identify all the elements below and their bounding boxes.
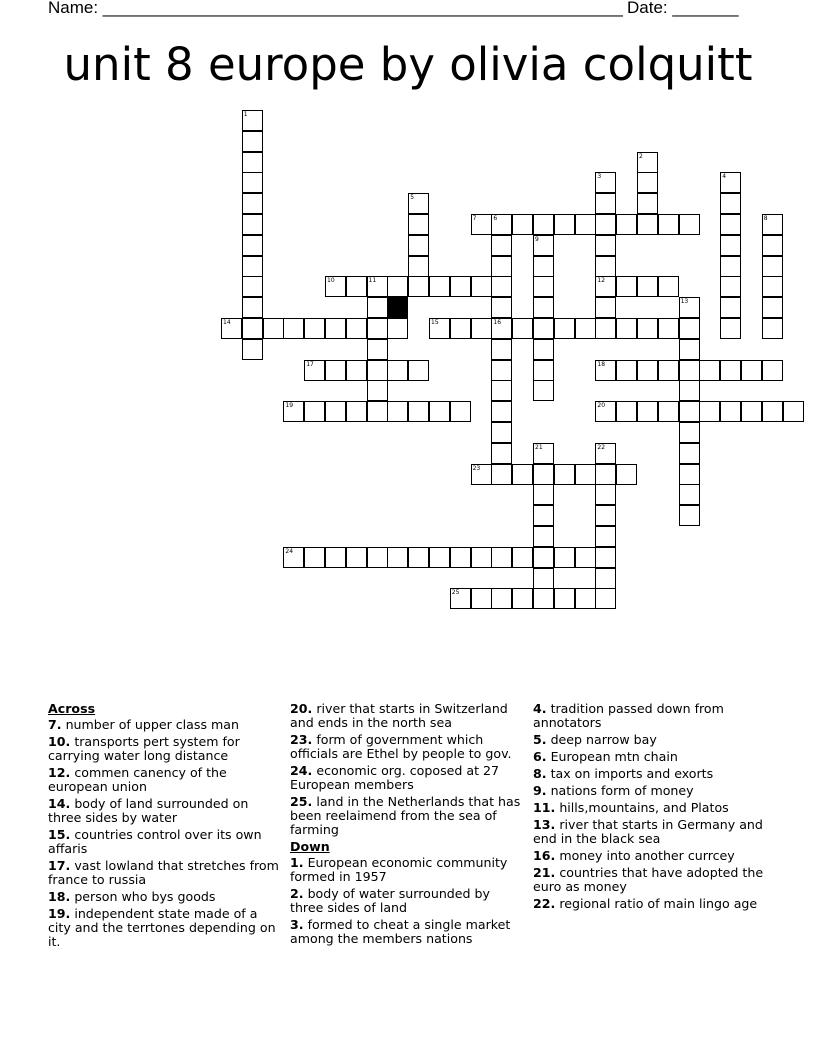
clue-text: independent state made of a city and the terrtones depending on it. [48, 906, 276, 949]
clue-item [48, 890, 282, 904]
cell-number: 22 [597, 443, 606, 451]
grid-cell[interactable] [595, 547, 616, 568]
clue-number: 11. [533, 800, 556, 815]
clue-text: money into another currcey [555, 848, 735, 863]
clue-number: 9. [533, 783, 547, 798]
grid-cell[interactable] [616, 360, 637, 381]
cell-number: 1 [243, 111, 248, 118]
clue-item [290, 856, 526, 884]
grid-cell[interactable] [533, 568, 554, 589]
clue-item [533, 818, 773, 846]
grid-cell[interactable] [512, 318, 533, 339]
grid-cell[interactable] [595, 484, 616, 505]
grid-cell[interactable] [679, 443, 700, 464]
clue-number: 17. [48, 858, 71, 873]
grid-cell[interactable] [491, 297, 512, 318]
grid-cell[interactable] [325, 401, 346, 422]
grid-cell[interactable] [658, 401, 679, 422]
clue-text: person who bys goods [70, 889, 216, 904]
clue-text: body of water surrounded by three sides of land [290, 886, 490, 915]
grid-cell[interactable] [575, 588, 596, 609]
cell-number: 19 [285, 402, 294, 410]
clue-text: tax on imports and exorts [546, 766, 714, 781]
grid-cell[interactable] [575, 464, 596, 485]
clue-item [290, 764, 526, 792]
grid-cell[interactable] [346, 401, 367, 422]
grid-cell[interactable] [491, 547, 512, 568]
grid-cell[interactable] [242, 193, 263, 214]
grid-cell[interactable] [637, 318, 658, 339]
grid-cell[interactable] [637, 401, 658, 422]
grid-cell[interactable] [367, 318, 388, 339]
grid-cell[interactable] [783, 401, 804, 422]
cell-number: 13 [680, 298, 689, 306]
clue-item [533, 849, 773, 863]
grid-cell[interactable] [367, 401, 388, 422]
grid-cell[interactable] [554, 214, 575, 235]
cell-number: 6 [493, 215, 498, 222]
grid-cell[interactable] [595, 297, 616, 318]
grid-cell[interactable] [637, 172, 658, 193]
grid-cell[interactable] [471, 276, 492, 297]
grid-cell[interactable] [429, 276, 450, 297]
grid-cell[interactable] [595, 256, 616, 277]
grid-cell[interactable] [408, 276, 429, 297]
grid-cell[interactable] [679, 380, 700, 401]
grid-cell[interactable] [637, 214, 658, 235]
cell-number: 17 [306, 360, 314, 368]
clue-number: 6. [533, 749, 547, 764]
grid-cell[interactable] [679, 318, 700, 339]
grid-cell[interactable] [387, 547, 408, 568]
cell-number: 16 [493, 319, 502, 326]
clue-text: European mtn chain [546, 749, 678, 764]
grid-cell[interactable] [491, 339, 512, 360]
clue-text: number of upper class man [61, 717, 239, 732]
grid-cell[interactable] [533, 297, 554, 318]
grid-cell[interactable] [491, 276, 512, 297]
cell-number: 24 [285, 547, 294, 555]
grid-cell[interactable] [679, 214, 700, 235]
grid-cell[interactable] [679, 401, 700, 422]
clue-number: 15. [48, 827, 71, 842]
grid-cell[interactable] [595, 193, 616, 214]
grid-cell[interactable] [408, 235, 429, 256]
name-label: Name: [48, 0, 103, 17]
black-cell [387, 297, 408, 318]
clue-text: vast lowland that stretches from france to russia [48, 858, 279, 887]
clue-number: 23. [290, 732, 313, 747]
grid-cell[interactable] [242, 256, 263, 277]
clue-number: 24. [290, 763, 313, 778]
grid-cell[interactable] [658, 360, 679, 381]
grid-cell[interactable] [408, 547, 429, 568]
grid-cell[interactable] [616, 464, 637, 485]
grid-cell[interactable] [720, 401, 741, 422]
grid-cell[interactable] [471, 588, 492, 609]
clue-number: 5. [533, 732, 547, 747]
grid-cell[interactable] [242, 131, 263, 152]
grid-cell[interactable] [616, 276, 637, 297]
grid-cell[interactable] [491, 235, 512, 256]
grid-cell[interactable] [533, 214, 554, 235]
clue-text: transports pert system for carrying water long distance [48, 734, 240, 763]
clue-item [48, 735, 282, 763]
grid-cell[interactable] [242, 235, 263, 256]
grid-cell[interactable] [346, 276, 367, 297]
grid-cell[interactable] [242, 276, 263, 297]
grid-cell[interactable] [575, 318, 596, 339]
grid-cell[interactable] [325, 547, 346, 568]
clue-text: river that starts in Switzerland and ends in the north sea [290, 701, 508, 730]
clue-text: tradition passed down from annotators [533, 701, 724, 730]
cell-number: 25 [451, 589, 460, 597]
grid-cell[interactable] [762, 235, 783, 256]
clue-heading-across: Across [48, 701, 96, 716]
grid-cell[interactable] [533, 276, 554, 297]
grid-cell[interactable] [741, 401, 762, 422]
clue-item [290, 887, 526, 915]
grid-cell[interactable] [762, 256, 783, 277]
clue-item [48, 766, 282, 794]
clue-item [533, 733, 773, 747]
grid-cell[interactable] [263, 318, 284, 339]
clue-text: countries that have adopted the euro as money [533, 865, 764, 894]
grid-cell[interactable] [491, 256, 512, 277]
cell-number: 8 [763, 215, 768, 222]
grid-cell[interactable] [346, 547, 367, 568]
grid-cell[interactable] [512, 588, 533, 609]
grid-cell[interactable] [491, 443, 512, 464]
grid-cell[interactable] [637, 360, 658, 381]
grid-cell[interactable] [616, 214, 637, 235]
grid-cell[interactable] [595, 235, 616, 256]
grid-cell[interactable] [658, 276, 679, 297]
grid-cell[interactable] [762, 360, 783, 381]
clue-item [533, 784, 773, 798]
clue-text: commen canency of the european union [48, 765, 227, 794]
clue-item [290, 918, 526, 946]
clue-item [533, 801, 773, 815]
grid-cell[interactable] [533, 588, 554, 609]
grid-cell[interactable] [533, 547, 554, 568]
cell-number: 21 [535, 443, 543, 451]
clue-text: regional ratio of main lingo age [555, 896, 758, 911]
grid-cell[interactable] [512, 547, 533, 568]
grid-cell[interactable] [367, 360, 388, 381]
grid-cell[interactable] [387, 360, 408, 381]
cell-number: 2 [639, 152, 643, 160]
grid-cell[interactable] [387, 401, 408, 422]
grid-cell[interactable] [491, 422, 512, 443]
clue-number: 10. [48, 734, 71, 749]
grid-cell[interactable] [242, 339, 263, 360]
grid-cell[interactable] [450, 318, 471, 339]
grid-cell[interactable] [367, 297, 388, 318]
grid-cell[interactable] [533, 380, 554, 401]
clue-number: 1. [290, 855, 304, 870]
clue-number: 18. [48, 889, 71, 904]
grid-cell[interactable] [679, 484, 700, 505]
cell-number: 18 [597, 360, 606, 368]
grid-cell[interactable] [304, 401, 325, 422]
grid-cell[interactable] [554, 318, 575, 339]
grid-cell[interactable] [450, 547, 471, 568]
clue-text: form of government which officials are Ethel by people to gov. [290, 732, 512, 761]
date-label: Date: [627, 0, 673, 17]
grid-cell[interactable] [575, 214, 596, 235]
grid-cell[interactable] [491, 380, 512, 401]
grid-cell[interactable] [367, 380, 388, 401]
grid-cell[interactable] [533, 256, 554, 277]
grid-cell[interactable] [533, 526, 554, 547]
grid-cell[interactable] [242, 152, 263, 173]
grid-cell[interactable] [408, 360, 429, 381]
grid-cell[interactable] [679, 339, 700, 360]
clue-item [290, 733, 526, 761]
grid-cell[interactable] [637, 193, 658, 214]
grid-cell[interactable] [699, 360, 720, 381]
clue-item [48, 718, 282, 732]
grid-cell[interactable] [595, 526, 616, 547]
clue-column-1 [48, 702, 282, 952]
grid-cell[interactable] [554, 547, 575, 568]
grid-cell[interactable] [408, 401, 429, 422]
grid-cell[interactable] [762, 318, 783, 339]
clue-number: 7. [48, 717, 62, 732]
clue-text: land in the Netherlands that has been reelaimend from the sea of farming [290, 794, 521, 837]
clue-text: European economic community formed in 1957 [290, 855, 508, 884]
grid-cell[interactable] [679, 464, 700, 485]
clue-number: 22. [533, 896, 556, 911]
grid-cell[interactable] [304, 318, 325, 339]
grid-cell[interactable] [387, 276, 408, 297]
clue-item [533, 866, 773, 894]
grid-cell[interactable] [762, 297, 783, 318]
grid-cell[interactable] [304, 547, 325, 568]
clue-text: formed to cheat a single market among the members nations [290, 917, 511, 946]
grid-cell[interactable] [595, 568, 616, 589]
grid-cell[interactable] [762, 401, 783, 422]
grid-cell[interactable] [533, 464, 554, 485]
clue-heading-down: Down [290, 839, 330, 854]
cell-number: 5 [410, 194, 415, 202]
clue-number: 14. [48, 796, 71, 811]
grid-cell[interactable] [595, 318, 616, 339]
grid-cell[interactable] [367, 547, 388, 568]
clue-number: 21. [533, 865, 556, 880]
grid-cell[interactable] [679, 422, 700, 443]
grid-cell[interactable] [429, 547, 450, 568]
cell-number: 23 [472, 464, 481, 472]
grid-cell[interactable] [283, 318, 304, 339]
grid-cell[interactable] [616, 318, 637, 339]
clue-column-3 [533, 702, 773, 914]
grid-cell[interactable] [720, 276, 741, 297]
clue-number: 3. [290, 917, 304, 932]
grid-cell[interactable] [533, 484, 554, 505]
grid-cell[interactable] [367, 339, 388, 360]
cell-number: 7 [472, 215, 477, 222]
clue-number: 16. [533, 848, 556, 863]
clue-number: 8. [533, 766, 547, 781]
cell-number: 15 [431, 319, 439, 326]
grid-cell[interactable] [450, 401, 471, 422]
grid-cell[interactable] [679, 360, 700, 381]
clue-number: 4. [533, 701, 547, 716]
clue-number: 25. [290, 794, 313, 809]
grid-cell[interactable] [408, 214, 429, 235]
clue-text: deep narrow bay [546, 732, 657, 747]
grid-cell[interactable] [533, 505, 554, 526]
grid-cell[interactable] [242, 172, 263, 193]
grid-cell[interactable] [346, 318, 367, 339]
grid-cell[interactable] [575, 547, 596, 568]
grid-cell[interactable] [720, 318, 741, 339]
grid-cell[interactable] [762, 276, 783, 297]
grid-cell[interactable] [491, 464, 512, 485]
grid-cell[interactable] [325, 318, 346, 339]
clue-text: nations form of money [546, 783, 694, 798]
grid-cell[interactable] [595, 505, 616, 526]
clue-number: 20. [290, 701, 313, 716]
clue-item [48, 797, 282, 825]
cell-number: 20 [597, 402, 606, 410]
cell-number: 4 [722, 173, 727, 181]
clue-item [533, 767, 773, 781]
grid-cell[interactable] [595, 588, 616, 609]
grid-cell[interactable] [554, 588, 575, 609]
grid-cell[interactable] [346, 360, 367, 381]
clue-item [48, 828, 282, 856]
grid-cell[interactable] [408, 256, 429, 277]
clue-number: 19. [48, 906, 71, 921]
grid-cell[interactable] [658, 318, 679, 339]
cell-number: 10 [327, 277, 335, 285]
grid-cell[interactable] [429, 401, 450, 422]
grid-cell[interactable] [637, 276, 658, 297]
cell-number: 11 [368, 277, 377, 285]
grid-cell[interactable] [533, 339, 554, 360]
clue-number: 13. [533, 817, 556, 832]
grid-cell[interactable] [679, 505, 700, 526]
page-title: unit 8 europe by olivia colquitt [63, 38, 753, 91]
grid-cell[interactable] [720, 193, 741, 214]
grid-cell[interactable] [325, 360, 346, 381]
grid-cell[interactable] [658, 214, 679, 235]
clue-text: body of land surrounded on three sides by water [48, 796, 249, 825]
clue-item [290, 795, 526, 837]
clue-number: 12. [48, 765, 71, 780]
clue-text: river that starts in Germany and end in the black sea [533, 817, 763, 846]
grid-cell[interactable] [471, 547, 492, 568]
grid-cell[interactable] [450, 276, 471, 297]
grid-cell[interactable] [554, 464, 575, 485]
grid-cell[interactable] [242, 297, 263, 318]
grid-cell[interactable] [533, 360, 554, 381]
cell-number: 12 [597, 277, 606, 285]
clue-column-2 [290, 702, 526, 949]
clue-text: economic org. coposed at 27 European members [290, 763, 500, 792]
grid-cell[interactable] [512, 464, 533, 485]
clue-item [48, 859, 282, 887]
clue-item [48, 907, 282, 949]
grid-cell[interactable] [720, 235, 741, 256]
grid-cell[interactable] [595, 464, 616, 485]
cell-number: 14 [223, 319, 231, 326]
clue-number: 2. [290, 886, 304, 901]
clue-item [290, 702, 526, 730]
clue-text: countries control over its own affaris [48, 827, 262, 856]
grid-cell[interactable] [720, 256, 741, 277]
grid-cell[interactable] [512, 214, 533, 235]
grid-cell[interactable] [387, 318, 408, 339]
grid-cell[interactable] [699, 401, 720, 422]
clue-text: hills,mountains, and Platos [555, 800, 729, 815]
grid-cell[interactable] [720, 214, 741, 235]
grid-cell[interactable] [616, 401, 637, 422]
grid-cell[interactable] [595, 214, 616, 235]
grid-cell[interactable] [242, 318, 263, 339]
grid-cell[interactable] [741, 360, 762, 381]
date-blank[interactable]: _______ [672, 0, 739, 17]
grid-cell[interactable] [471, 318, 492, 339]
grid-cell[interactable] [720, 297, 741, 318]
name-blank[interactable]: _______________________________________________________ [102, 0, 623, 17]
cell-number: 9 [535, 235, 539, 243]
clue-item [533, 750, 773, 764]
grid-cell[interactable] [242, 214, 263, 235]
grid-cell[interactable] [720, 360, 741, 381]
clue-item [533, 702, 773, 730]
grid-cell[interactable] [533, 318, 554, 339]
grid-cell[interactable] [491, 588, 512, 609]
clue-item [533, 897, 773, 911]
grid-cell[interactable] [491, 360, 512, 381]
grid-cell[interactable] [491, 401, 512, 422]
cell-number: 3 [597, 173, 602, 181]
